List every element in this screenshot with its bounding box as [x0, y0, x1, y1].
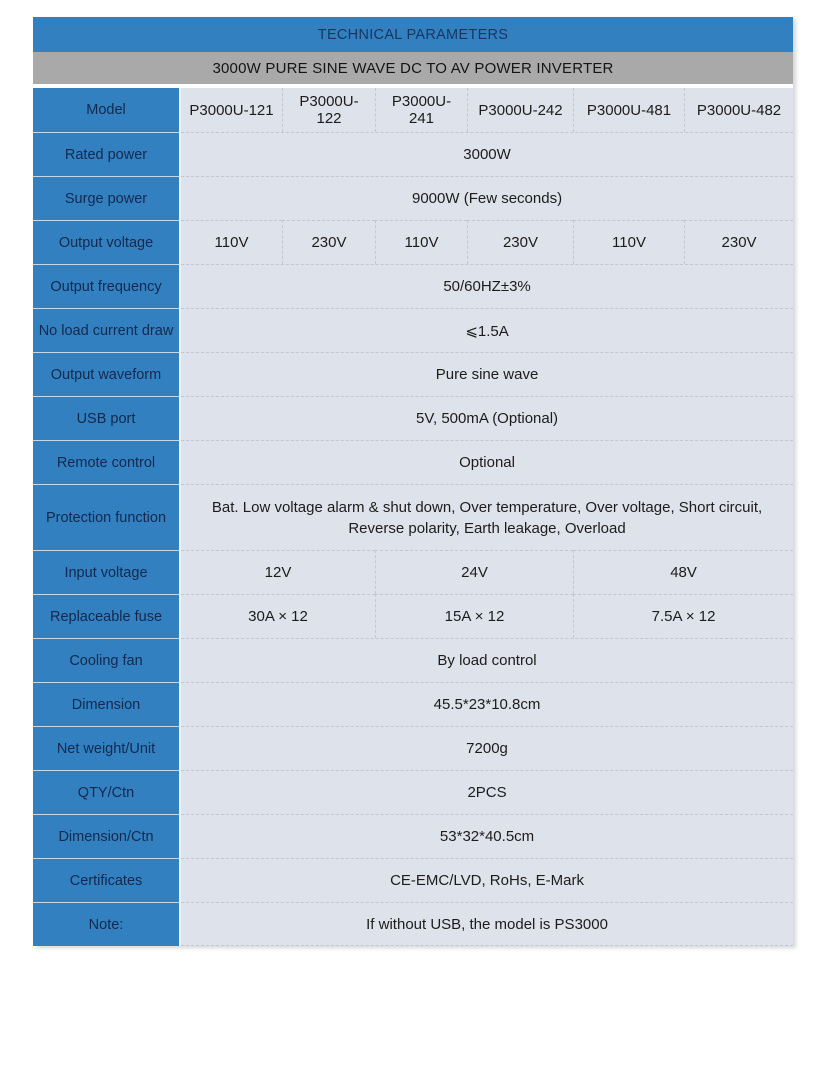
row-usb-port	[33, 396, 793, 440]
row-protection-function	[33, 484, 793, 550]
value-cell: 50/60HZ±3%	[181, 264, 793, 308]
row-qty-ctn	[33, 770, 793, 814]
model-cell: P3000U-241	[375, 88, 467, 132]
technical-parameters-table	[33, 17, 793, 946]
value-cell: 3000W	[181, 132, 793, 176]
value-cell: 45.5*23*10.8cm	[181, 682, 793, 726]
row-rated-power	[33, 132, 793, 176]
value-cell: 110V	[573, 220, 684, 264]
value-cell: 12V	[181, 550, 375, 594]
value-cell: Pure sine wave	[181, 352, 793, 396]
row-label: Note:	[33, 902, 181, 946]
row-net-weight-unit	[33, 726, 793, 770]
row-cooling-fan	[33, 638, 793, 682]
row-label: Rated power	[33, 132, 181, 176]
row-output-waveform	[33, 352, 793, 396]
row-label: Surge power	[33, 176, 181, 220]
row-label: Cooling fan	[33, 638, 181, 682]
row-label: Dimension/Ctn	[33, 814, 181, 858]
row-label: Input voltage	[33, 550, 181, 594]
row-label: Model	[33, 88, 181, 132]
row-label: QTY/Ctn	[33, 770, 181, 814]
model-cell: P3000U-121	[181, 88, 282, 132]
row-label: Dimension	[33, 682, 181, 726]
value-cell: 110V	[375, 220, 467, 264]
value-cell: 230V	[467, 220, 573, 264]
subtitle-row	[33, 52, 793, 88]
value-cell: 53*32*40.5cm	[181, 814, 793, 858]
model-cell: P3000U-122	[282, 88, 375, 132]
model-cell: P3000U-242	[467, 88, 573, 132]
row-label: Output frequency	[33, 264, 181, 308]
value-cell: 7200g	[181, 726, 793, 770]
row-note	[33, 902, 793, 946]
value-cell: ⩽1.5A	[181, 308, 793, 352]
model-cell: P3000U-481	[573, 88, 684, 132]
row-dimension	[33, 682, 793, 726]
value-cell: 7.5A × 12	[573, 594, 793, 638]
row-input-voltage	[33, 550, 793, 594]
row-label: Output waveform	[33, 352, 181, 396]
value-cell: 9000W (Few seconds)	[181, 176, 793, 220]
row-remote-control	[33, 440, 793, 484]
title-row	[33, 17, 793, 52]
table-subtitle: 3000W PURE SINE WAVE DC TO AV POWER INVERTER	[33, 52, 793, 88]
row-output-voltage	[33, 220, 793, 264]
row-dimension-ctn	[33, 814, 793, 858]
value-cell: If without USB, the model is PS3000	[181, 902, 793, 946]
row-certificates	[33, 858, 793, 902]
row-no-load-current-draw	[33, 308, 793, 352]
row-surge-power	[33, 176, 793, 220]
table-title: TECHNICAL PARAMETERS	[33, 17, 793, 52]
value-cell: By load control	[181, 638, 793, 682]
value-cell: 30A × 12	[181, 594, 375, 638]
row-label: Output voltage	[33, 220, 181, 264]
value-cell: 110V	[181, 220, 282, 264]
value-cell: Optional	[181, 440, 793, 484]
value-cell: 5V, 500mA (Optional)	[181, 396, 793, 440]
row-output-frequency	[33, 264, 793, 308]
row-model	[33, 88, 793, 132]
value-cell: CE-EMC/LVD, RoHs, E-Mark	[181, 858, 793, 902]
row-replaceable-fuse	[33, 594, 793, 638]
value-cell: 230V	[684, 220, 793, 264]
row-label: Remote control	[33, 440, 181, 484]
row-label: Replaceable fuse	[33, 594, 181, 638]
value-cell: 15A × 12	[375, 594, 573, 638]
row-label: No load current draw	[33, 308, 181, 352]
value-cell: 2PCS	[181, 770, 793, 814]
value-cell: 230V	[282, 220, 375, 264]
value-cell: 24V	[375, 550, 573, 594]
row-label: Protection function	[33, 484, 181, 550]
row-label: Certificates	[33, 858, 181, 902]
value-cell: Bat. Low voltage alarm & shut down, Over temperature, Over voltage, Short circuit, Reverse polarity, Earth leakage, Overload	[181, 484, 793, 550]
row-label: USB port	[33, 396, 181, 440]
row-label: Net weight/Unit	[33, 726, 181, 770]
value-cell: 48V	[573, 550, 793, 594]
model-cell: P3000U-482	[684, 88, 793, 132]
